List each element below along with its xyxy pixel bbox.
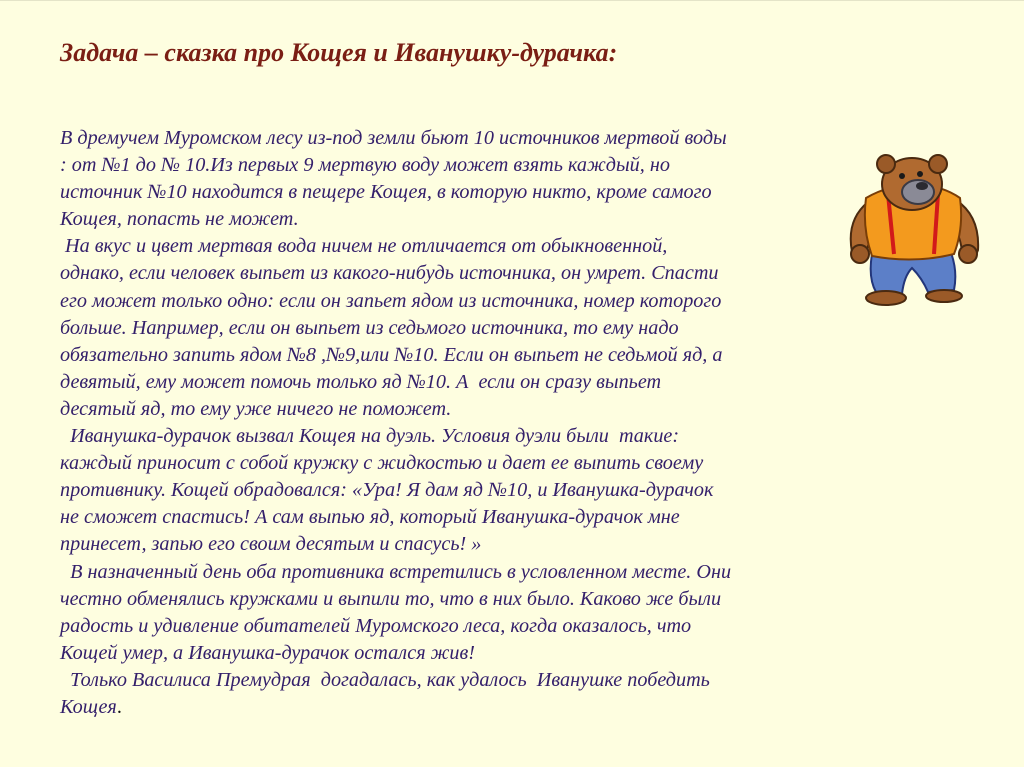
bear-left-ear	[877, 155, 895, 173]
bear-nose	[916, 182, 928, 190]
story-line: его может только одно: если он запьет ядом из источника, номер которого	[60, 289, 722, 312]
bear-left-foot	[866, 291, 906, 305]
story-line: каждый приносит с собой кружку с жидкостью и дает ее выпить своему	[60, 452, 704, 475]
bear-right-eye	[917, 171, 923, 177]
story-line: В дремучем Муромском лесу из-под земли бьют 10 источников мертвой воды	[60, 127, 727, 149]
story-line: радость и удивление обитателей Муромского леса, когда оказалось, что	[60, 614, 692, 637]
story-line: девятый, ему может помочь только яд №10. А если он сразу выпьет	[60, 370, 662, 393]
story-line: принесет, запью его своим десятым и спасусь! »	[60, 533, 482, 556]
bear-right-fist	[959, 245, 977, 263]
story-line: Кощея, попасть не может.	[60, 208, 299, 231]
story-line: обязательно запить ядом №8 ,№9,или №10. Если он выпьет не седьмой яд, а	[60, 343, 723, 366]
story-line-last-text: Кощея	[60, 695, 117, 718]
story-line: больше. Например, если он выпьет из седьмого источника, то ему надо	[60, 316, 679, 339]
bear-left-fist	[851, 245, 869, 263]
story-line: : от №1 до № 10.Из первых 9 мертвую воду может взять каждый, но	[60, 154, 670, 177]
bear-right-ear	[929, 155, 947, 173]
story-line: однако, если человек выпьет из какого-нибудь источника, он умрет. Спасти	[60, 262, 719, 285]
story-line: В назначенный день оба противника встретились в условленном месте. Они	[60, 560, 732, 583]
story-line: Иванушка-дурачок вызвал Кощея на дуэль. Условия дуэли были такие:	[60, 425, 680, 448]
story-text	[60, 125, 840, 721]
bear-illustration	[838, 150, 990, 310]
bear-right-foot	[926, 290, 962, 302]
story-line: не сможет спастись! А сам выпью яд, который Иванушка-дурачок мне	[60, 506, 680, 529]
slide-title: Задача – сказка про Кощея и Иванушку-дурачка:	[60, 38, 618, 67]
story-line: честно обменялись кружками и выпили то, что в них было. Каково же были	[60, 587, 722, 610]
story-line: противнику. Кощей обрадовался: «Ура! Я дам яд №10, и Иванушка-дурачок	[60, 479, 714, 502]
story-line-last	[60, 694, 840, 721]
story-line: Только Василиса Премудрая догадалась, как удалось Иванушке победить	[60, 668, 710, 691]
story-line: Кощей умер, а Иванушка-дурачок остался жив!	[60, 641, 476, 664]
story-line: десятый яд, то ему уже ничего не поможет.	[60, 397, 452, 420]
story-line: источник №10 находится в пещере Кощея, в которую никто, кроме самого	[60, 181, 712, 204]
story-line: На вкус и цвет мертвая вода ничем не отличается от обыкновенной,	[60, 235, 668, 258]
story-end-mark: .	[116, 695, 122, 718]
bear-left-eye	[899, 173, 905, 179]
